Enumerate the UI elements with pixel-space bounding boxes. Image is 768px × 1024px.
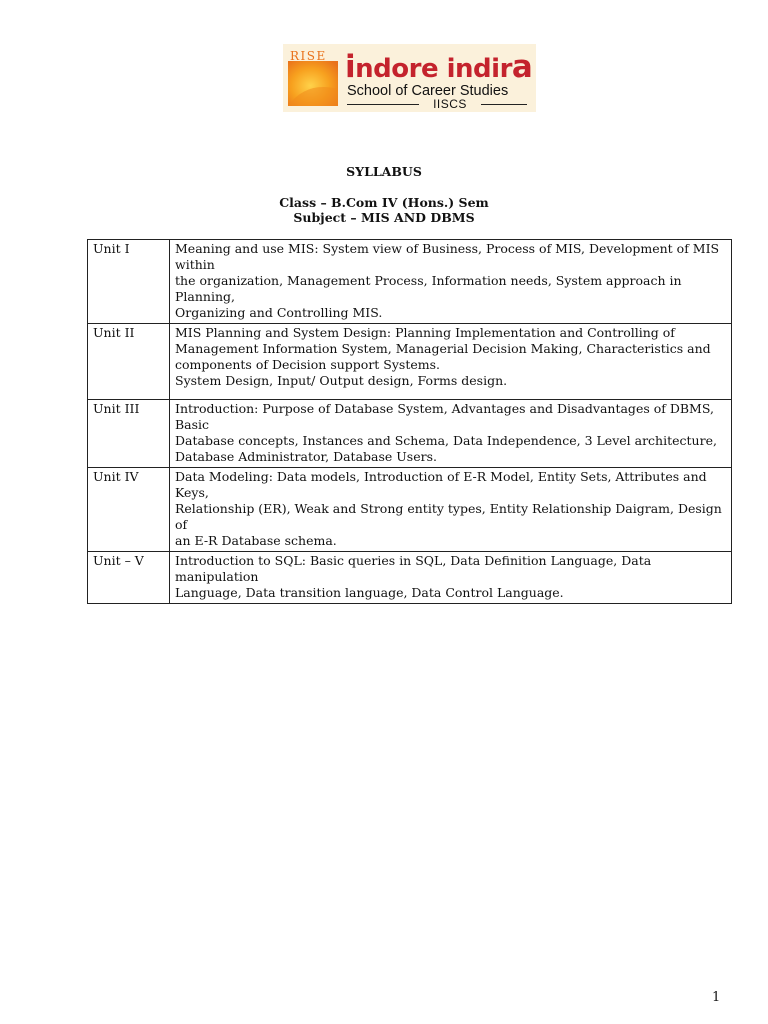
syllabus-table [87, 239, 732, 604]
table-row [88, 400, 732, 468]
table-row [88, 240, 732, 324]
content-line: Data Modeling: Data models, Introduction of E-R Model, Entity Sets, Attributes and Keys, [175, 469, 707, 500]
unit-label: Unit IV [88, 468, 170, 552]
page-number: 1 [712, 990, 721, 1005]
logo-subtitle: School of Career Studies [347, 83, 509, 99]
content-line: Database Administrator, Database Users. [175, 449, 437, 464]
unit-label: Unit II [88, 324, 170, 400]
class-line: Class – B.Com IV (Hons.) Sem [279, 195, 489, 210]
content-line: Database concepts, Instances and Schema, Data Independence, 3 Level architecture, [175, 433, 717, 448]
content-line: the organization, Management Process, Information needs, System approach in Planning, [175, 273, 682, 304]
unit-content [170, 552, 732, 604]
unit-label: Unit – V [88, 552, 170, 604]
document-title: SYLLABUS [346, 164, 422, 179]
logo-code: IISCS [433, 97, 467, 111]
unit-content [170, 324, 732, 400]
table-row [88, 468, 732, 552]
content-line: components of Decision support Systems. [175, 357, 440, 372]
unit-label: Unit III [88, 400, 170, 468]
content-line: Introduction: Purpose of Database System, Advantages and Disadvantages of DBMS, Basic [175, 401, 714, 432]
unit-label: Unit I [88, 240, 170, 324]
unit-content [170, 468, 732, 552]
logo-rule-right [481, 104, 527, 105]
table-row [88, 324, 732, 400]
rise-sun-logo-icon [288, 49, 340, 106]
content-line: Meaning and use MIS: System view of Business, Process of MIS, Development of MIS within [175, 241, 720, 272]
content-line: an E-R Database schema. [175, 533, 337, 548]
institute-logo [283, 44, 536, 112]
content-line: MIS Planning and System Design: Planning Implementation and Controlling of [175, 325, 675, 340]
content-line: Introduction to SQL: Basic queries in SQL, Data Definition Language, Data manipulation [175, 553, 652, 584]
content-line: System Design, Input/ Output design, Forms design. [175, 373, 508, 388]
logo-brand-name: indore indira [345, 49, 533, 85]
content-line: Management Information System, Managerial Decision Making, Characteristics and [175, 341, 711, 356]
table-row [88, 552, 732, 604]
content-line: Organizing and Controlling MIS. [175, 305, 383, 320]
unit-content [170, 400, 732, 468]
content-line: Relationship (ER), Weak and Strong entity types, Entity Relationship Daigram, Design of [175, 501, 722, 532]
content-line: Language, Data transition language, Data Control Language. [175, 585, 564, 600]
unit-content [170, 240, 732, 324]
subject-line: Subject – MIS AND DBMS [293, 210, 475, 225]
logo-rule-left [347, 104, 419, 105]
rise-badge-text: RISE [290, 49, 327, 63]
